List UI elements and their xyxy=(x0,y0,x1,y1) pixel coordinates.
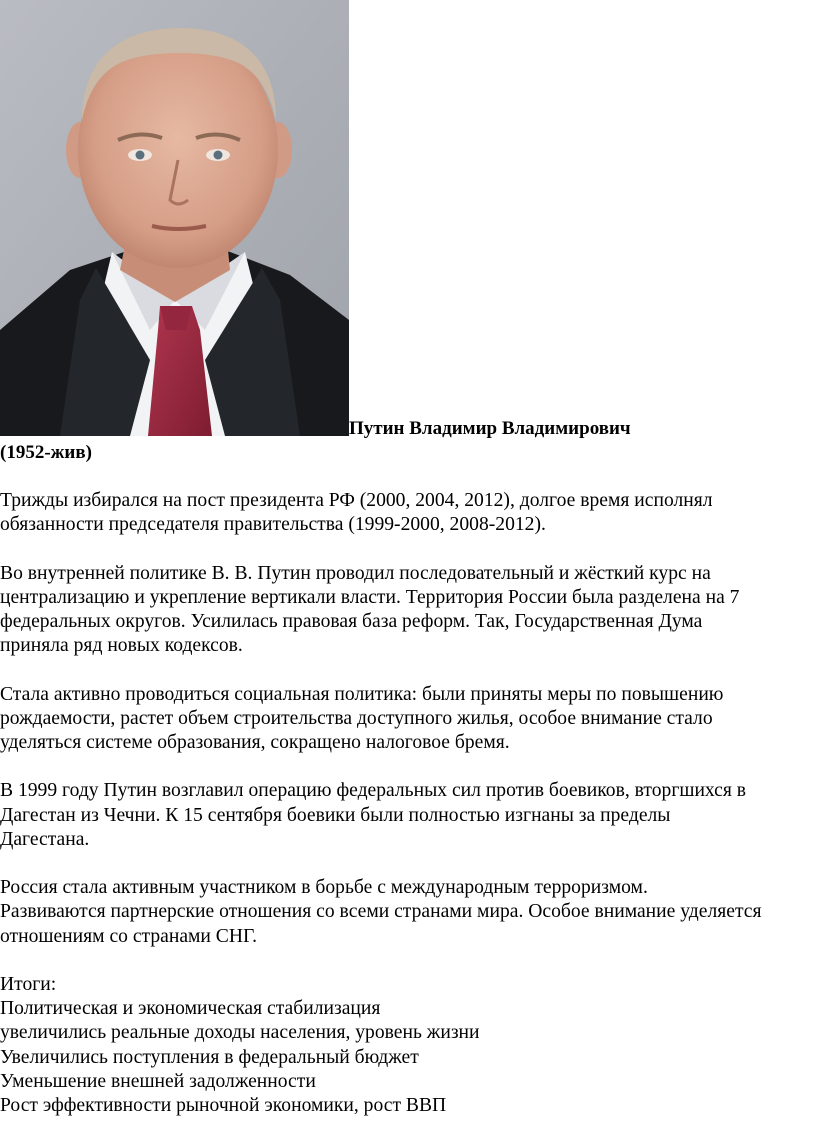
results-title: Итоги: xyxy=(0,973,57,995)
text-line: централизацию и укрепление вертикали власти. Территория России была разделена на 7 xyxy=(0,586,740,608)
text-line: обязанности председателя правительства (1999-2000, 2008-2012). xyxy=(0,514,546,536)
paragraph-presidency xyxy=(0,489,816,537)
text-line: рождаемости, растет объем строительства доступного жилья, особое внимание стало xyxy=(0,707,713,729)
text-line: отношениям со странами СНГ. xyxy=(0,925,258,947)
person-name: Путин Владимир Владимирович xyxy=(349,418,631,439)
paragraph-foreign-policy xyxy=(0,876,816,949)
document-body xyxy=(0,489,816,1118)
results-item: Рост эффективности рыночной экономики, рост ВВП xyxy=(0,1095,447,1116)
paragraph-domestic-policy xyxy=(0,562,816,659)
results-item: Политическая и экономическая стабилизация xyxy=(0,998,381,1020)
text-line: Дагестана. xyxy=(0,828,90,850)
text-line: приняла ряд новых кодексов. xyxy=(0,635,243,657)
text-line: федеральных округов. Усилилась правовая база реформ. Так, Государственная Дума xyxy=(0,611,703,632)
results-item: Уменьшение внешней задолженности xyxy=(0,1070,316,1092)
text-line: Дагестан из Чечни. К 15 сентября боевики были полностью изгнаны за пределы xyxy=(0,804,671,826)
results-item: Увеличились поступления в федеральный бюджет xyxy=(0,1046,419,1068)
text-line: В 1999 году Путин возглавил операцию федеральных сил против боевиков, вторгшихся в xyxy=(0,780,747,802)
text-line: Во внутренней политике В. В. Путин проводил последовательный и жёсткий курс на xyxy=(0,562,711,584)
portrait-illustration xyxy=(0,0,349,436)
paragraph-dagestan xyxy=(0,779,816,852)
paragraph-social-policy xyxy=(0,683,816,756)
text-line: Россия стала активным участником в борьбе с международным терроризмом. xyxy=(0,877,648,899)
life-years: (1952-жив) xyxy=(0,442,92,463)
text-line: уделяться системе образования, сокращено налоговое бремя. xyxy=(0,732,510,753)
text-line: Стала активно проводиться социальная политика: были приняты меры по повышению xyxy=(0,683,724,705)
portrait-photo xyxy=(0,0,349,436)
text-line: Развиваются партнерские отношения со всеми странами мира. Особое внимание уделяется xyxy=(0,901,762,923)
results-section xyxy=(0,973,816,1118)
results-item: увеличились реальные доходы населения, уровень жизни xyxy=(0,1022,480,1044)
text-line: Трижды избирался на пост президента РФ (2000, 2004, 2012), долгое время исполнял xyxy=(0,490,713,511)
